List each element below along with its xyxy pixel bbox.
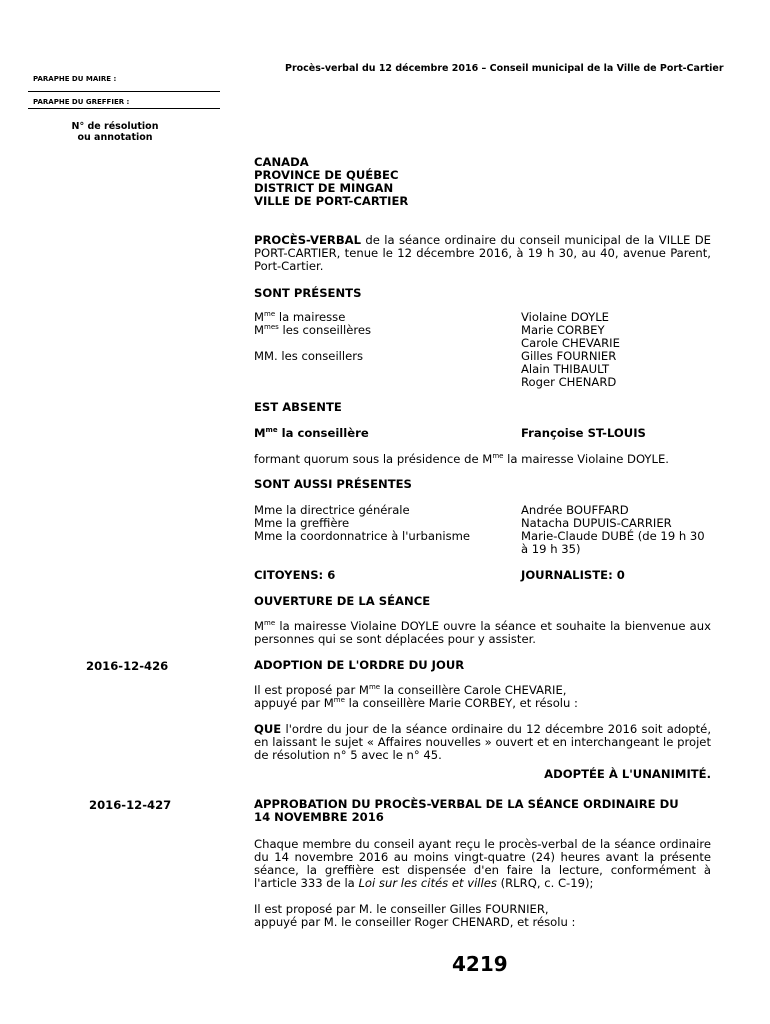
attendee-name: Carole CHEVARIE [521, 336, 620, 350]
conseilleres-label [254, 324, 371, 337]
absente-role [254, 427, 369, 440]
res427-para-post: (RLRQ, c. C-19); [496, 876, 594, 890]
proces-verbal-text: de la séance ordinaire du conseil municipal de la VILLE DE PORT-CARTIER, tenue le 12 décembre 2016, à 19 h 30, au 40, avenue Parent, Port-Cartier. [254, 233, 711, 273]
staff-name: à 19 h 35) [521, 542, 581, 556]
res426-adopted: ADOPTÉE À L'UNANIMITÉ. [544, 767, 711, 781]
presents-names [521, 311, 620, 389]
res426-que-paragraph [254, 723, 711, 762]
res427-paragraph [254, 838, 711, 890]
quorum-pre: formant quorum sous la présidence de M [254, 452, 493, 466]
staff-role: Mme la coordonnatrice à l'urbanisme [254, 529, 471, 543]
jurisdiction-line: PROVINCE DE QUÉBEC [254, 168, 399, 182]
res427-heading [254, 798, 679, 824]
jurisdiction-block [254, 156, 408, 208]
staff-role: Mme la directrice générale [254, 503, 410, 517]
aussi-roles [254, 504, 470, 543]
jurisdiction-line: CANADA [254, 155, 309, 169]
ouverture-heading: OUVERTURE DE LA SÉANCE [254, 594, 431, 608]
attendee-name: Marie CORBEY [521, 323, 605, 337]
res426-heading: ADOPTION DE L'ORDRE DU JOUR [254, 658, 465, 672]
res426-app-sup: me [333, 696, 345, 705]
res426-prop-post: la conseillère Carole CHEVARIE, [380, 683, 567, 697]
staff-role: Mme la greffière [254, 516, 350, 530]
res427-para-pre: Chaque membre du conseil ayant reçu le procès-verbal de la séance ordinaire du 14 novembre 2016 au moins vingt-quatre (24) heures avant la présente séance, la greffière est dispensée d'en faire la lecture, conformément à l'article 333 de la [254, 837, 711, 890]
paraphe-maire-line [28, 91, 220, 92]
proces-verbal-lead: PROCÈS-VERBAL [254, 233, 362, 247]
mairesse-post: la mairesse [275, 310, 346, 324]
res426-seconder [254, 697, 578, 710]
ouverture-post: la mairesse Violaine DOYLE ouvre la séance et souhaite la bienvenue aux personnes qui se sont déplacées pour y assister. [254, 619, 711, 646]
conseilleres-post: les conseillères [278, 323, 372, 337]
page-header-title: Procès-verbal du 12 décembre 2016 – Conseil municipal de la Ville de Port-Cartier [285, 63, 724, 74]
absente-role-pre: M [254, 426, 266, 440]
resolution-number-426: 2016-12-426 [86, 659, 169, 673]
jurisdiction-line: VILLE DE PORT-CARTIER [254, 194, 409, 208]
citoyens-count: CITOYENS: 6 [254, 568, 336, 582]
attendee-name: Gilles FOURNIER [521, 349, 617, 363]
attendee-name: Violaine DOYLE [521, 310, 609, 324]
absente-role-sup: me [265, 426, 278, 435]
res426-app-pre: appuyé par M [254, 696, 334, 710]
attendee-name: Alain THIBAULT [521, 362, 610, 376]
absente-role-post: la conseillère [277, 426, 369, 440]
annotation-label [60, 121, 170, 143]
journaliste-count: JOURNALISTE: 0 [521, 568, 625, 582]
conseilleres-sup: mes [264, 323, 279, 332]
res427-heading-line1: APPROBATION DU PROCÈS-VERBAL DE LA SÉANCE ORDINAIRE DU [254, 797, 679, 811]
conseilleres-pre: M [254, 323, 265, 337]
page-number: 4219 [452, 952, 508, 976]
conseillers-label: MM. les conseillers [254, 349, 364, 363]
paraphe-greffier-label: PARAPHE DU GREFFIER : [33, 98, 130, 106]
res427-law-title: Loi sur les cités et villes [358, 876, 497, 890]
mairesse-pre: M [254, 310, 265, 324]
staff-name: Andrée BOUFFARD [521, 503, 629, 517]
annotation-line1: N° de résolution [71, 121, 159, 132]
res426-prop-sup: me [368, 683, 381, 692]
annotation-line2: ou annotation [77, 132, 153, 143]
staff-name: Natacha DUPUIS-CARRIER [521, 516, 672, 530]
res427-proposer: Il est proposé par M. le conseiller Gilles FOURNIER, [254, 902, 549, 916]
quorum-sup: me [492, 452, 504, 461]
jurisdiction-line: DISTRICT DE MINGAN [254, 181, 394, 195]
ouverture-paragraph [254, 620, 711, 646]
res426-que-text: l'ordre du jour de la séance ordinaire du 12 décembre 2016 soit adopté, en laissant le sujet « Affaires nouvelles » ouvert et en interchangeant le projet de résolution n° 5 avec le n° 45. [254, 722, 711, 762]
res427-heading-line2: 14 NOVEMBRE 2016 [254, 810, 384, 824]
absente-name: Françoise ST-LOUIS [521, 426, 646, 440]
quorum-text [254, 453, 669, 466]
attendee-name: Roger CHENARD [521, 375, 617, 389]
proces-verbal-paragraph [254, 234, 711, 273]
res426-app-post: la conseillère Marie CORBEY, et résolu : [344, 696, 578, 710]
quorum-post: la mairesse Violaine DOYLE. [503, 452, 669, 466]
aussi-heading: SONT AUSSI PRÉSENTES [254, 477, 412, 491]
staff-name: Marie-Claude DUBÉ (de 19 h 30 [521, 529, 705, 543]
resolution-number-427: 2016-12-427 [89, 798, 172, 812]
paraphe-greffier-line [28, 108, 220, 109]
res426-que-lead: QUE [254, 722, 282, 736]
mairesse-sup: me [264, 310, 276, 319]
res426-prop-pre: Il est proposé par M [254, 683, 369, 697]
aussi-names [521, 504, 705, 556]
ouverture-sup: me [264, 619, 276, 628]
absente-heading: EST ABSENTE [254, 400, 342, 414]
presents-heading: SONT PRÉSENTS [254, 286, 362, 300]
ouverture-pre: M [254, 619, 265, 633]
res427-seconder: appuyé par M. le conseiller Roger CHENARD, et résolu : [254, 915, 576, 929]
paraphe-maire-label: PARAPHE DU MAIRE : [33, 75, 117, 83]
